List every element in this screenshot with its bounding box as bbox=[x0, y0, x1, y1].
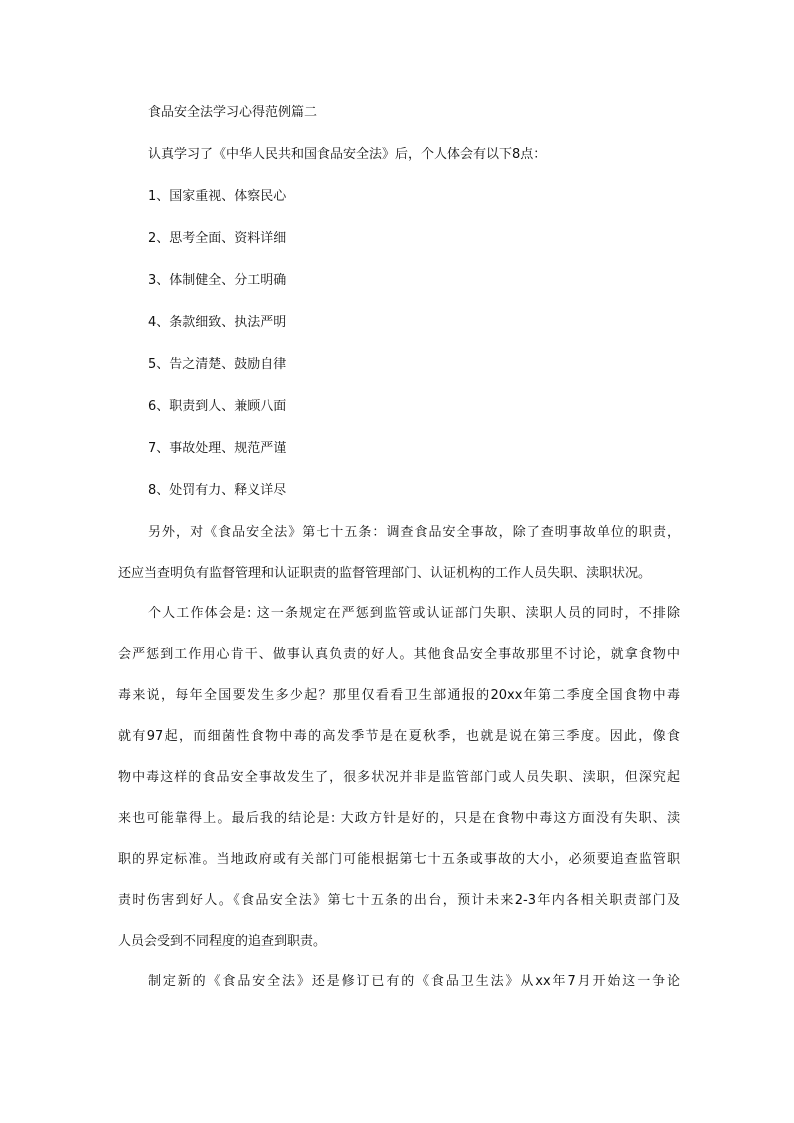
paragraph-law-revision bbox=[118, 973, 680, 991]
paragraph-personal-view bbox=[118, 605, 680, 951]
paragraph-line: 个人工作体会是: 这一条规定在严惩到监管或认证部门失职、渎职人员的同时，不排除 bbox=[148, 606, 680, 621]
intro-paragraph: 认真学习了《中华人民共和国食品安全法》后，个人体会有以下8点： bbox=[148, 147, 547, 162]
paragraph-article-75 bbox=[118, 524, 680, 583]
document-title: 食品安全法学习心得范例篇二 bbox=[148, 105, 318, 120]
list-item: 2、思考全面、资料详细 bbox=[148, 231, 287, 246]
paragraph-line: 物中毒这样的食品安全事故发生了，很多状况并非是监管部门或人员失职、渎职，但深究起 bbox=[118, 770, 680, 785]
list-item: 6、职责到人、兼顾八面 bbox=[148, 399, 287, 414]
document-body bbox=[118, 104, 680, 1013]
paragraph-line: 就有97起，而细菌性食物中毒的高发季节是在夏秋季，也就是说在第三季度。因此，像食 bbox=[118, 729, 680, 744]
list-item: 3、体制健全、分工明确 bbox=[148, 273, 287, 288]
list-item: 4、条款细致、执法严明 bbox=[148, 315, 287, 330]
paragraph-line: 来也可能靠得上。最后我的结论是: 大政方针是好的，只是在食物中毒这方面没有失职、渎 bbox=[118, 811, 680, 826]
paragraph-line: 会严惩到工作用心肯干、做事认真负责的好人。其他食品安全事故那里不讨论，就拿食物中 bbox=[118, 647, 680, 662]
list-item: 1、国家重视、体察民心 bbox=[148, 189, 287, 204]
paragraph-line: 人员会受到不同程度的追查到职责。 bbox=[118, 934, 327, 949]
paragraph-line: 职的界定标准。当地政府或有关部门可能根据第七十五条或事故的大小，必须要追查监管职 bbox=[118, 852, 680, 867]
paragraph-line: 毒来说，每年全国要发生多少起？那里仅看看卫生部通报的20xx年第二季度全国食物中毒 bbox=[118, 688, 680, 703]
paragraph-line: 还应当查明负有监督管理和认证职责的监督管理部门、认证机构的工作人员失职、渎职状况。 bbox=[118, 566, 652, 581]
paragraph-line: 制定新的《食品安全法》还是修订已有的《食品卫生法》从xx年7月开始这一争论 bbox=[148, 974, 680, 989]
list-item: 7、事故处理、规范严谨 bbox=[148, 441, 287, 456]
paragraph-line: 另外，对《食品安全法》第七十五条：调查食品安全事故，除了查明事故单位的职责， bbox=[148, 525, 680, 540]
list-item: 5、告之清楚、鼓励自律 bbox=[148, 357, 287, 372]
list-item: 8、处罚有力、释义详尽 bbox=[148, 483, 287, 498]
points-list bbox=[118, 188, 680, 500]
paragraph-line: 责时伤害到好人。《食品安全法》第七十五条的出台，预计未来2-3年内各相关职责部门及 bbox=[118, 893, 680, 908]
